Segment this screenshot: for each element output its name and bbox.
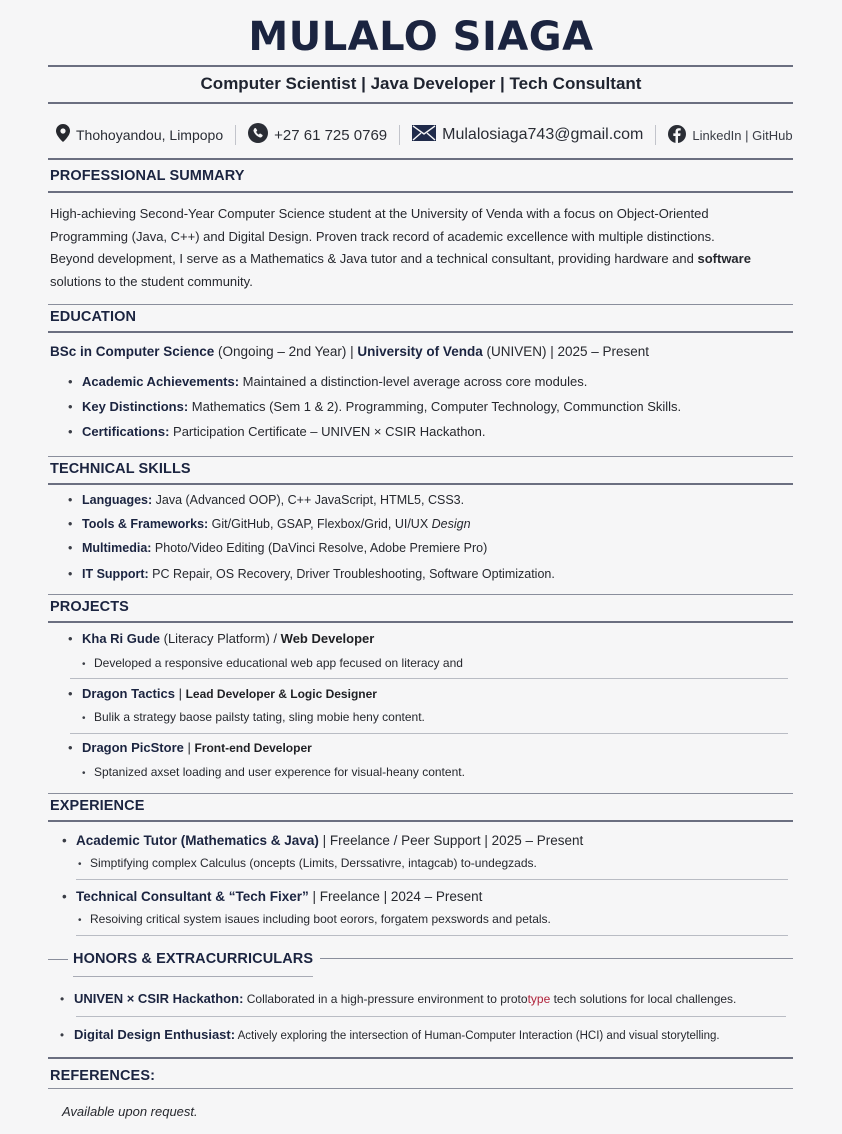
detail-text: Bulik a strategy baose pailsty tating, sling mobie heny content.: [94, 710, 425, 724]
item-text: Git/GitHub, GSAP, Flexbox/Grid, UI/UX: [208, 517, 432, 531]
item-text: PC Repair, OS Recovery, Driver Troubleshooting, Software Optimization.: [148, 567, 555, 581]
contact-phone[interactable]: [248, 123, 387, 147]
email-text: Mulalosiaga743@gmail.com: [442, 126, 644, 143]
bullet-icon: •: [62, 889, 67, 904]
experience-detail: [78, 856, 537, 870]
skill-item: [68, 541, 487, 555]
detail-text: Simptifying complex Calculus (oncepts (Limits, Derssativre, intagcab) to-undegzads.: [90, 856, 537, 870]
project-detail: [82, 710, 425, 724]
item-label: IT Support:: [82, 567, 149, 581]
divider: [48, 820, 793, 822]
divider: [48, 793, 793, 794]
summary-text: [50, 203, 795, 293]
item-italic: Design: [431, 517, 471, 531]
university-note: (UNIVEN) | 2025 – Present: [482, 344, 650, 359]
item-text: Mathematics (Sem 1 & 2). Programming, Computer Technology, Communction Skills.: [188, 399, 682, 414]
item-label: Key Distinctions:: [82, 399, 189, 414]
divider: [76, 1016, 786, 1017]
divider: [48, 594, 793, 595]
experience-meta: | Freelance | 2024 – Present: [308, 889, 483, 904]
section-heading-projects: PROJECTS: [50, 599, 129, 615]
experience-item: [62, 833, 583, 848]
divider: [48, 959, 68, 960]
divider: [48, 102, 793, 104]
section-heading-references: REFERENCES:: [50, 1068, 156, 1084]
section-heading-summary: PROFESSIONAL SUMMARY: [50, 168, 245, 184]
item-label: Digital Design Enthusiast:: [74, 1027, 236, 1042]
separator: [655, 125, 656, 145]
bullet-icon: •: [68, 424, 73, 439]
experience-meta: | Freelance / Peer Support | 2025 – Present: [318, 833, 584, 848]
item-label: Multimedia:: [82, 541, 152, 555]
experience-item: [62, 889, 482, 904]
bullet-icon: •: [68, 567, 73, 581]
divider: [76, 879, 788, 880]
item-text-red: type: [527, 992, 551, 1006]
detail-text: Sptanized axset loading and user experence for visual-heany content.: [94, 765, 465, 779]
bullet-icon: •: [68, 631, 73, 646]
references-text: Available upon request.: [62, 1104, 198, 1119]
contact-bar: [56, 122, 816, 148]
item-label: UNIVEN × CSIR Hackathon:: [74, 991, 244, 1006]
project-name: Kha Ri Gude: [82, 631, 161, 646]
summary-line-text: Beyond development, I serve as a Mathematics & Java tutor and a technical consultant, providing hardware and: [50, 251, 698, 266]
honor-item: [60, 991, 736, 1006]
bullet-icon: •: [68, 399, 73, 414]
divider: [48, 1057, 793, 1059]
skill-item: [68, 493, 464, 507]
university-name: University of Venda: [357, 344, 483, 359]
divider: [70, 733, 788, 734]
divider: [48, 191, 793, 193]
item-label: Certifications:: [82, 424, 170, 439]
education-item: [68, 374, 587, 389]
separator: [399, 125, 400, 145]
experience-detail: [78, 912, 551, 926]
degree-note: (Ongoing – 2nd Year) |: [214, 344, 358, 359]
experience-title: Academic Tutor (Mathematics & Java): [76, 833, 319, 848]
summary-line: solutions to the student community.: [50, 273, 253, 289]
item-text: Photo/Video Editing (DaVinci Resolve, Adobe Premiere Pro): [151, 541, 488, 555]
bullet-icon: •: [82, 713, 86, 724]
section-heading-skills: TECHNICAL SKILLS: [50, 461, 191, 477]
candidate-name: MULALO SIAGA: [248, 14, 594, 60]
summary-bold-word: software: [697, 251, 751, 266]
divider: [48, 1088, 793, 1089]
divider: [76, 935, 788, 936]
item-text: Collaborated in a high-pressure environment to proto: [243, 992, 528, 1006]
bullet-icon: •: [68, 740, 73, 755]
experience-title: Technical Consultant & “Tech Fixer”: [76, 889, 309, 904]
bullet-icon: •: [82, 768, 86, 779]
project-name: Dragon Tactics: [82, 686, 175, 701]
project-item: [68, 631, 374, 646]
bullet-icon: •: [60, 1030, 65, 1042]
contact-email[interactable]: [412, 125, 643, 146]
divider: [48, 621, 793, 623]
project-item: [68, 740, 312, 755]
envelope-icon: [412, 125, 442, 146]
project-detail: [82, 765, 465, 779]
honor-item: [60, 1027, 720, 1042]
contact-location: [56, 124, 223, 146]
divider: [73, 976, 313, 977]
separator: [235, 125, 236, 145]
project-name: Dragon PicStore: [82, 740, 184, 755]
project-role: Front-end Developer: [194, 741, 312, 755]
section-heading-honors: HONORS & EXTRACURRICULARS: [73, 951, 314, 967]
project-role: Lead Developer & Logic Designer: [185, 687, 377, 701]
map-pin-icon: [56, 124, 76, 146]
facebook-icon: [668, 125, 692, 146]
divider: [70, 678, 788, 679]
divider: [48, 331, 793, 333]
summary-line: [50, 248, 795, 271]
item-label: Academic Achievements:: [82, 374, 240, 389]
project-detail: [82, 656, 463, 670]
project-note: |: [183, 740, 195, 755]
bullet-icon: •: [68, 374, 73, 389]
bullet-icon: •: [78, 859, 82, 870]
bullet-icon: •: [68, 686, 73, 701]
item-text: Java (Advanced OOP), C++ JavaScript, HTML5, CSS3.: [152, 493, 465, 507]
divider: [48, 483, 793, 485]
item-text: Actively exploring the intersection of Human-Computer Interaction (HCI) and visual storytelling.: [235, 1030, 720, 1042]
degree-name: BSc in Computer Science: [50, 344, 215, 359]
divider: [320, 958, 793, 959]
location-text: Thohoyandou, Limpopo: [76, 127, 224, 143]
phone-icon: [248, 123, 274, 147]
section-heading-education: EDUCATION: [50, 309, 137, 325]
summary-line: Programming (Java, C++) and Digital Design. Proven track record of academic excellence with multiple distinctions.: [50, 228, 715, 244]
detail-text: Developed a responsive educational web app fecused on literacy and: [94, 656, 463, 670]
skill-item: [68, 567, 555, 581]
education-item: [68, 399, 681, 414]
education-item: [68, 424, 486, 439]
project-item: [68, 686, 377, 701]
bullet-icon: •: [68, 517, 73, 531]
bullet-icon: •: [62, 833, 67, 848]
bullet-icon: •: [68, 541, 73, 555]
skill-item: [68, 517, 471, 531]
links-text[interactable]: LinkedIn | GitHub: [692, 127, 793, 143]
detail-text: Resoiving critical system isaues including boot eorors, forgatem pexswords and petals.: [90, 912, 551, 926]
item-label: Tools & Frameworks:: [82, 517, 209, 531]
candidate-subtitle: Computer Scientist | Java Developer | Tech Consultant: [200, 74, 642, 93]
item-text: Maintained a distinction-level average across core modules.: [239, 374, 588, 389]
bullet-icon: •: [60, 992, 65, 1006]
divider: [48, 456, 793, 457]
section-heading-experience: EXPERIENCE: [50, 798, 145, 814]
bullet-icon: •: [82, 659, 86, 670]
divider: [48, 158, 793, 160]
item-text: Participation Certificate – UNIVEN × CSIR Hackathon.: [169, 424, 486, 439]
education-degree-line: [50, 344, 649, 359]
phone-text: +27 61 725 0769: [274, 126, 388, 144]
contact-links[interactable]: [668, 125, 792, 146]
project-role: Web Developer: [280, 631, 375, 646]
project-note: |: [174, 686, 186, 701]
item-label: Languages:: [82, 493, 153, 507]
summary-line: High-achieving Second-Year Computer Science student at the University of Venda with a focus on Object-Oriented: [50, 206, 709, 221]
bullet-icon: •: [68, 493, 73, 507]
divider: [48, 304, 793, 305]
item-text: tech solutions for local challenges.: [550, 992, 737, 1006]
project-note: (Literacy Platform) /: [160, 631, 281, 646]
divider: [48, 65, 793, 67]
bullet-icon: •: [78, 915, 82, 926]
